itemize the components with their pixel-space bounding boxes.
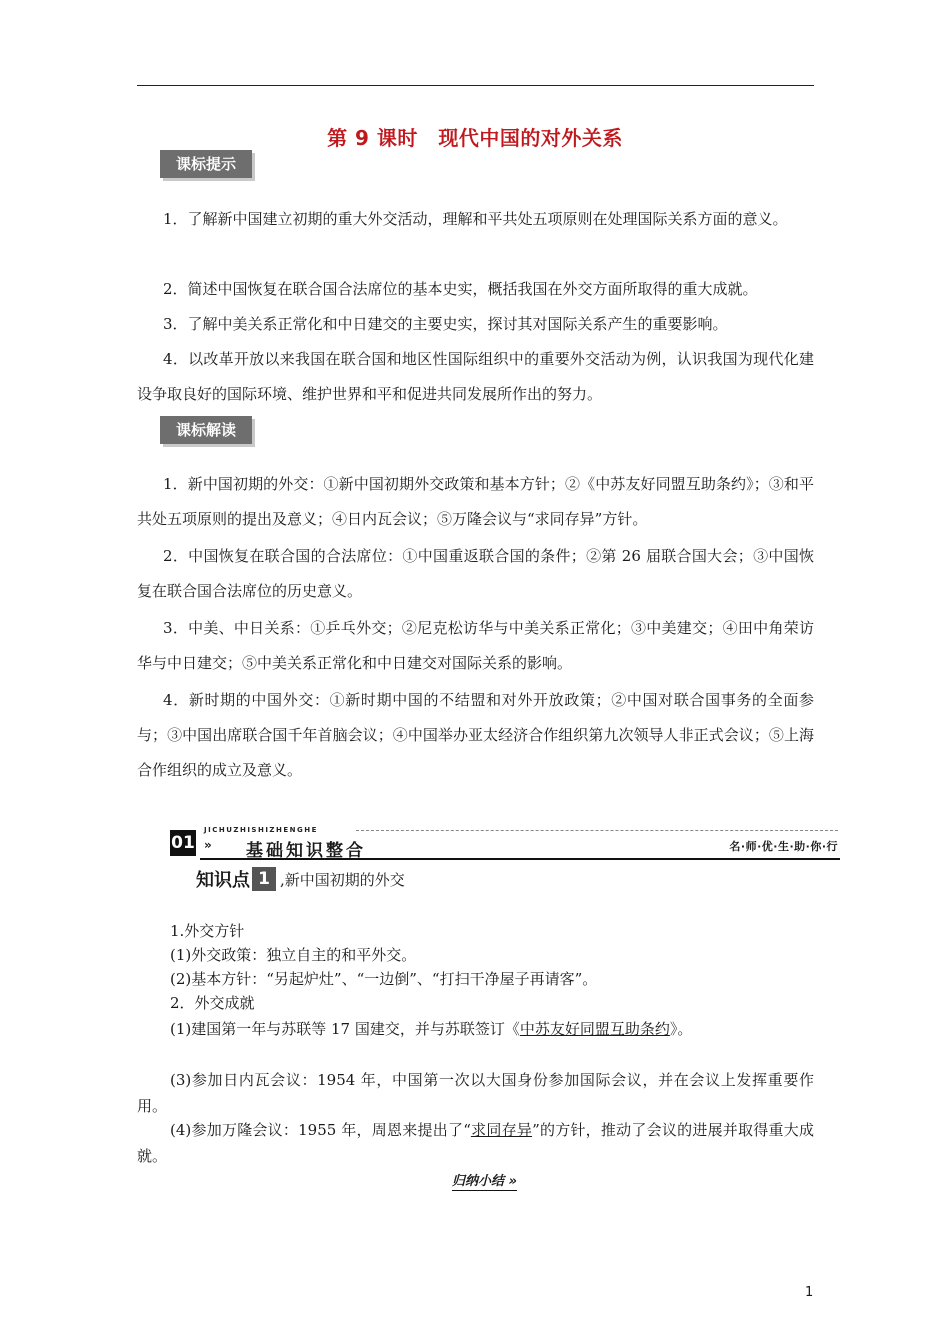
content-line-4: (3)参加日内瓦会议：1954 年，中国第一次以大国身份参加国际会议，并在会议上发挥重要作用。 — [137, 1071, 814, 1115]
section-header-basic-knowledge — [170, 826, 840, 860]
page-title: 第 9 课时 现代中国的对外关系 — [327, 126, 623, 150]
knowledge-point-heading — [196, 866, 405, 894]
summary-label: 归纳小结 » — [452, 1170, 517, 1191]
knowledge-point-number: 1 — [252, 867, 276, 891]
content-line-3: (1)建国第一年与苏联等 17 国建交，并与苏联签订《中苏友好同盟互助条约》。 — [170, 1020, 693, 1038]
section-title: 基础知识整合 — [246, 841, 366, 861]
fill-in-answer: 求同存异 — [470, 1121, 533, 1139]
knowledge-point-label: 知识点 — [196, 870, 250, 891]
hint-item-2: 2．简述中国恢复在联合国合法席位的基本史实，概括我国在外交方面所取得的重大成就。 — [163, 280, 758, 298]
top-rule — [137, 85, 814, 86]
page-number: 1 — [805, 1285, 814, 1300]
fill-in-answer: 中苏友好同盟互助条约 — [519, 1020, 670, 1038]
reading-item-1: 1．新中国初期的外交：①新中国初期外交政策和基本方针；②《中苏友好同盟互助条约》；③和平共处五项原则的提出及意义；④日内瓦会议；⑤万隆会议与“求同存异”方针。 — [137, 475, 814, 528]
chevron-right-icon: » — [204, 838, 212, 852]
knowledge-point-title: ,新中国初期的外交 — [280, 870, 405, 889]
hint-item-4: 4．以改革开放以来我国在联合国和地区性国际组织中的重要外交活动为例，认识我国为现代化建设争取良好的国际环境、维护世界和平和促进共同发展所作出的努力。 — [137, 350, 814, 403]
content-line-2: (2)基本方针：“另起炉灶”、“一边倒”、“打扫干净屋子再请客”。 — [170, 970, 598, 988]
content-heading-1: 1.外交方针 — [170, 922, 245, 940]
reading-item-3: 3．中美、中日关系：①乒乓外交；②尼克松访华与中美关系正常化；③中美建交；④田中角荣访华与中日建交；⑤中美关系正常化和中日建交对国际关系的影响。 — [137, 619, 814, 672]
content-line-5: (4)参加万隆会议：1955 年，周恩来提出了“求同存异”的方针，推动了会议的进展并取得重大成就。 — [137, 1121, 814, 1165]
hint-item-3: 3．了解中美关系正常化和中日建交的主要史实，探讨其对国际关系产生的重要影响。 — [163, 315, 728, 333]
section-rule — [200, 858, 840, 860]
reading-item-2: 2．中国恢复在联合国的合法席位：①中国重返联合国的条件；②第 26 届联合国大会；③中国恢复在联合国合法席位的历史意义。 — [137, 547, 814, 600]
section-slogan: 名·师·优·生·助·你·行 — [729, 840, 838, 853]
hint-item-1: 1．了解新中国建立初期的重大外交活动，理解和平共处五项原则在处理国际关系方面的意义。 — [163, 210, 788, 228]
section-tag-curriculum-hints: 课标提示 — [160, 150, 252, 178]
section-number: 01 — [170, 830, 196, 856]
content-line-1: (1)外交政策：独立自主的和平外交。 — [170, 946, 417, 964]
section-dashed-rule — [356, 830, 838, 831]
section-tag-curriculum-reading: 课标解读 — [160, 416, 252, 444]
section-pinyin: JICHUZHISHIZHENGHE — [204, 826, 318, 834]
content-heading-2: 2．外交成就 — [170, 994, 255, 1012]
reading-item-4: 4．新时期的中国外交：①新时期中国的不结盟和对外开放政策；②中国对联合国事务的全面参与；③中国出席联合国千年首脑会议；④中国举办亚太经济合作组织第九次领导人非正式会议；⑤上海合作组织的成立及意义。 — [137, 691, 814, 779]
